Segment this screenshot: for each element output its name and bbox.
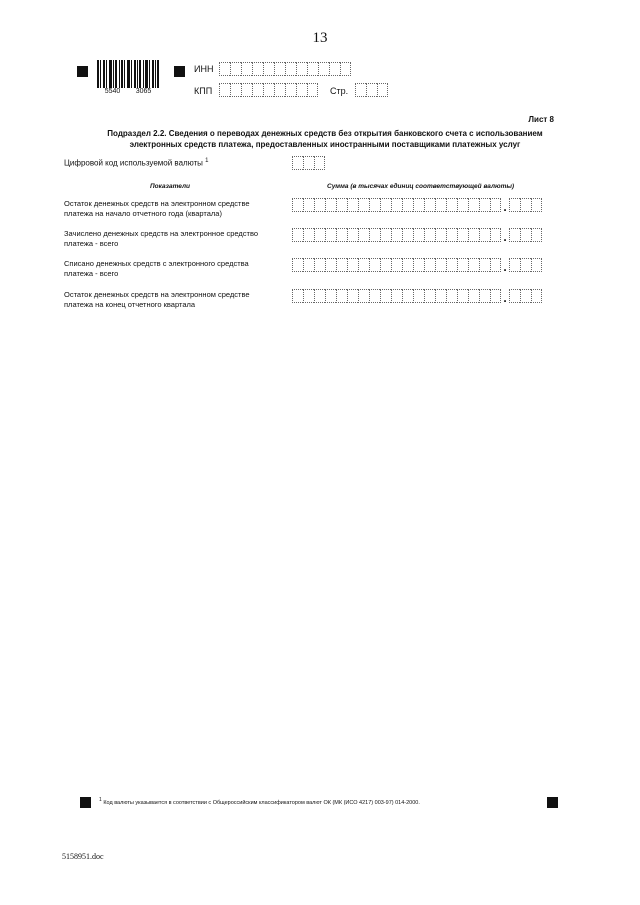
barcode-right-digits: 3065 xyxy=(135,88,152,95)
kpp-field[interactable] xyxy=(219,83,318,97)
decimal-separator: . xyxy=(503,230,507,244)
row-opening-balance-label: Остаток денежных средств на электронном средстве платежа на начало отчетного года (квартала) xyxy=(64,199,250,218)
footnote xyxy=(99,797,420,806)
decimal-separator: . xyxy=(503,260,507,274)
row-closing-balance-amount[interactable] xyxy=(292,289,542,303)
alignment-marker-bottom-right xyxy=(547,797,558,808)
footnote-text: Код валюты указывается в соответствии с Общероссийским классификатором валют ОК (МК (ИСО 4217) 003-97) 014-2000. xyxy=(103,799,420,806)
decimal-separator: . xyxy=(503,291,507,305)
alignment-marker-top-left xyxy=(77,66,88,77)
row-closing-balance-label: Остаток денежных средств на электронном средстве платежа на конец отчетного квартала xyxy=(64,290,250,309)
column-header-amount: Сумма (в тысячах единиц соответствующей валюты) xyxy=(327,183,515,190)
currency-code-field[interactable] xyxy=(292,156,325,170)
currency-code-label-text: Цифровой код используемой валюты xyxy=(64,158,203,168)
sheet-label: Лист 8 xyxy=(528,115,554,124)
alignment-marker-bottom-left xyxy=(80,797,91,808)
inn-label: ИНН xyxy=(194,64,214,74)
currency-code-label xyxy=(64,158,209,168)
section-title xyxy=(90,128,560,150)
barcode-left-digits: 5540 xyxy=(104,88,121,95)
section-title-line-1: Подраздел 2.2. Сведения о переводах денежных средств без открытия банковского счета с использованием xyxy=(107,129,543,138)
currency-code-footnote-mark: 1 xyxy=(205,158,209,164)
section-title-line-2: электронных средств платежа, предоставленных иностранными поставщиками платежных услуг xyxy=(129,140,521,149)
decimal-separator: . xyxy=(503,200,507,214)
row-debited-amount[interactable] xyxy=(292,258,542,272)
page-number: 13 xyxy=(312,30,328,46)
footnote-mark: 1 xyxy=(99,797,102,803)
row-credited-amount[interactable] xyxy=(292,228,542,242)
page-number-label: Стр. xyxy=(330,86,349,96)
file-name: 5158951.doc xyxy=(62,852,104,861)
row-opening-balance-amount[interactable] xyxy=(292,198,542,212)
page-number-field[interactable] xyxy=(355,83,388,97)
row-credited-label: Зачислено денежных средств на электронное средство платежа - всего xyxy=(64,229,259,248)
alignment-marker-top-center xyxy=(174,66,185,77)
column-header-indicator: Показатели xyxy=(150,183,190,190)
barcode-digits xyxy=(97,88,159,95)
kpp-label: КПП xyxy=(194,86,213,96)
row-debited-label: Списано денежных средств с электронного средства платежа - всего xyxy=(64,259,249,278)
inn-field[interactable] xyxy=(219,62,351,76)
